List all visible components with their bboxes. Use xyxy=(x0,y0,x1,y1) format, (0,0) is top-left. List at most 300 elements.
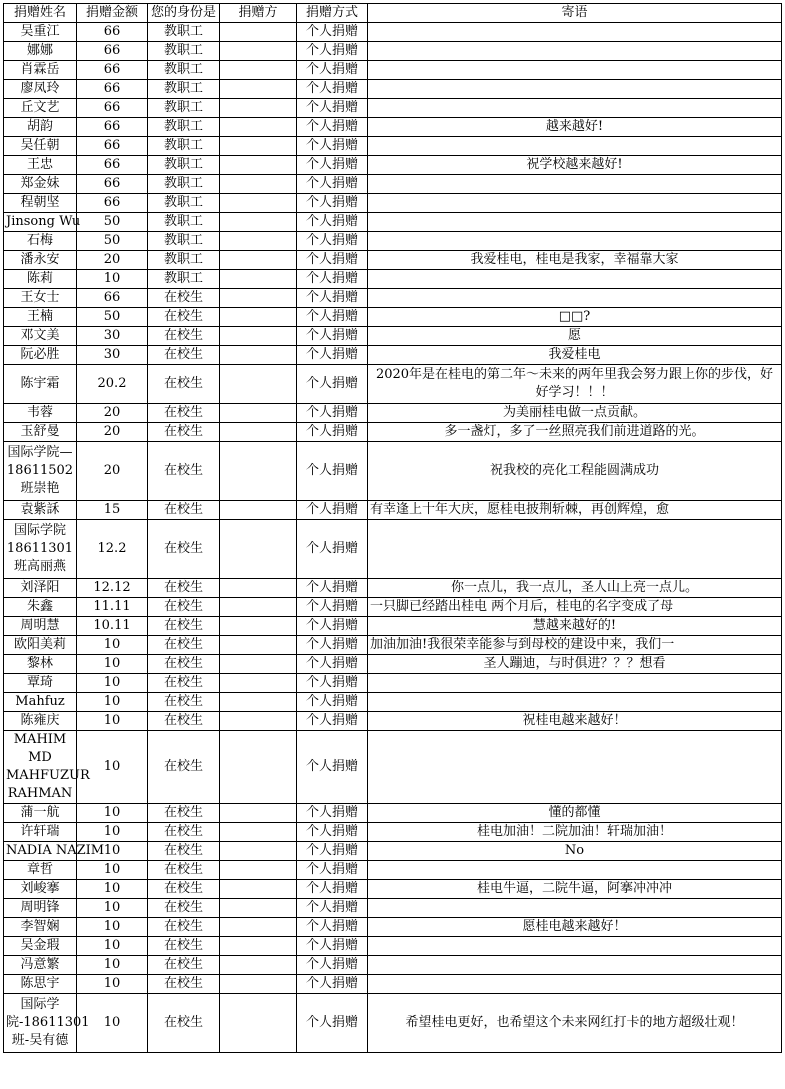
header-amount: 捐赠金额 xyxy=(77,4,148,23)
cell-donor xyxy=(220,404,297,423)
cell-method: 个人捐赠 xyxy=(297,975,368,994)
cell-identity: 在校生 xyxy=(148,918,220,937)
cell-amount: 12.2 xyxy=(77,520,148,579)
cell-amount: 66 xyxy=(77,80,148,99)
cell-message: 慧越来越好的! xyxy=(368,617,782,636)
cell-donor xyxy=(220,994,297,1053)
cell-donor xyxy=(220,213,297,232)
cell-amount: 66 xyxy=(77,61,148,80)
cell-message xyxy=(368,137,782,156)
cell-donor xyxy=(220,194,297,213)
cell-identity: 在校生 xyxy=(148,674,220,693)
cell-message: 祝桂电越来越好！ xyxy=(368,712,782,731)
cell-amount: 10 xyxy=(77,712,148,731)
cell-message xyxy=(368,861,782,880)
header-identity: 您的身份是 xyxy=(148,4,220,23)
cell-donor xyxy=(220,956,297,975)
cell-method: 个人捐赠 xyxy=(297,712,368,731)
table-row xyxy=(4,842,782,861)
cell-method: 个人捐赠 xyxy=(297,423,368,442)
cell-message: 你一点儿，我一点儿，圣人山上亮一点儿。 xyxy=(368,579,782,598)
cell-amount: 66 xyxy=(77,23,148,42)
cell-donor xyxy=(220,118,297,137)
cell-method: 个人捐赠 xyxy=(297,156,368,175)
cell-identity: 在校生 xyxy=(148,975,220,994)
cell-amount: 50 xyxy=(77,232,148,251)
cell-message: 愿 xyxy=(368,327,782,346)
cell-method: 个人捐赠 xyxy=(297,118,368,137)
cell-message xyxy=(368,956,782,975)
cell-donor xyxy=(220,880,297,899)
cell-donor xyxy=(220,23,297,42)
cell-identity: 教职工 xyxy=(148,156,220,175)
cell-name: 吴任朝 xyxy=(4,137,77,156)
cell-identity: 在校生 xyxy=(148,899,220,918)
cell-identity: 教职工 xyxy=(148,80,220,99)
cell-amount: 10 xyxy=(77,674,148,693)
table-row xyxy=(4,598,782,617)
table-row xyxy=(4,823,782,842)
cell-donor xyxy=(220,617,297,636)
cell-name: 肖霖岳 xyxy=(4,61,77,80)
cell-method: 个人捐赠 xyxy=(297,520,368,579)
cell-message xyxy=(368,213,782,232)
cell-method: 个人捐赠 xyxy=(297,308,368,327)
cell-amount: 20.2 xyxy=(77,365,148,404)
cell-identity: 在校生 xyxy=(148,842,220,861)
cell-amount: 66 xyxy=(77,137,148,156)
cell-amount: 10 xyxy=(77,823,148,842)
cell-name: 陈莉 xyxy=(4,270,77,289)
cell-name: 刘峻搴 xyxy=(4,880,77,899)
cell-method: 个人捐赠 xyxy=(297,655,368,674)
cell-method: 个人捐赠 xyxy=(297,270,368,289)
cell-identity: 在校生 xyxy=(148,442,220,501)
cell-name: 黎林 xyxy=(4,655,77,674)
cell-amount: 10 xyxy=(77,842,148,861)
cell-amount: 10 xyxy=(77,270,148,289)
table-row xyxy=(4,918,782,937)
cell-name: 王忠 xyxy=(4,156,77,175)
cell-donor xyxy=(220,823,297,842)
cell-donor xyxy=(220,251,297,270)
cell-amount: 10 xyxy=(77,918,148,937)
cell-message xyxy=(368,899,782,918)
cell-message: □□? xyxy=(368,308,782,327)
cell-name: 邓文美 xyxy=(4,327,77,346)
cell-donor xyxy=(220,899,297,918)
cell-amount: 20 xyxy=(77,442,148,501)
cell-message xyxy=(368,175,782,194)
table-row xyxy=(4,194,782,213)
cell-name: MAHIM MD MAHFUZUR RAHMAN xyxy=(4,731,77,804)
cell-message: 桂电牛逼，二院牛逼，阿搴冲冲冲 xyxy=(368,880,782,899)
cell-name: 程朝坚 xyxy=(4,194,77,213)
cell-name: 周明慧 xyxy=(4,617,77,636)
cell-method: 个人捐赠 xyxy=(297,175,368,194)
cell-message: 为美丽桂电做一点贡献。 xyxy=(368,404,782,423)
cell-method: 个人捐赠 xyxy=(297,693,368,712)
cell-method: 个人捐赠 xyxy=(297,636,368,655)
cell-donor xyxy=(220,579,297,598)
cell-name: 丘文艺 xyxy=(4,99,77,118)
cell-identity: 教职工 xyxy=(148,251,220,270)
cell-method: 个人捐赠 xyxy=(297,956,368,975)
cell-name: 吴重江 xyxy=(4,23,77,42)
table-row xyxy=(4,270,782,289)
table-row xyxy=(4,175,782,194)
cell-donor xyxy=(220,289,297,308)
cell-name: 陈雍庆 xyxy=(4,712,77,731)
cell-donor xyxy=(220,501,297,520)
header-donor: 捐赠方 xyxy=(220,4,297,23)
table-row xyxy=(4,442,782,501)
cell-name: 国际学院18611301班高丽燕 xyxy=(4,520,77,579)
table-row xyxy=(4,712,782,731)
cell-amount: 10 xyxy=(77,636,148,655)
cell-amount: 66 xyxy=(77,118,148,137)
header-method: 捐赠方式 xyxy=(297,4,368,23)
table-row xyxy=(4,251,782,270)
cell-message xyxy=(368,731,782,804)
cell-message xyxy=(368,270,782,289)
cell-donor xyxy=(220,61,297,80)
cell-amount: 10 xyxy=(77,655,148,674)
cell-amount: 10 xyxy=(77,937,148,956)
cell-method: 个人捐赠 xyxy=(297,346,368,365)
cell-message: 越来越好! xyxy=(368,118,782,137)
cell-message: 2020年是在桂电的第二年～未来的两年里我会努力跟上你的步伐，好好学习！！！ xyxy=(368,365,782,404)
cell-name: 欧阳美莉 xyxy=(4,636,77,655)
table-row xyxy=(4,804,782,823)
cell-donor xyxy=(220,270,297,289)
cell-message: 希望桂电更好，也希望这个未来网红打卡的地方超级壮观！ xyxy=(368,994,782,1053)
cell-method: 个人捐赠 xyxy=(297,823,368,842)
table-row xyxy=(4,655,782,674)
cell-message xyxy=(368,99,782,118)
cell-name: 郑金妹 xyxy=(4,175,77,194)
cell-identity: 教职工 xyxy=(148,270,220,289)
cell-amount: 12.12 xyxy=(77,579,148,598)
cell-message: 有幸逢上十年大庆，愿桂电披荆斩棘，再创辉煌，愈 xyxy=(368,501,782,520)
cell-amount: 20 xyxy=(77,423,148,442)
cell-identity: 在校生 xyxy=(148,423,220,442)
table-row xyxy=(4,137,782,156)
cell-identity: 在校生 xyxy=(148,880,220,899)
cell-message xyxy=(368,80,782,99)
cell-name: 周明锋 xyxy=(4,899,77,918)
cell-donor xyxy=(220,232,297,251)
table-row xyxy=(4,693,782,712)
table-row xyxy=(4,956,782,975)
cell-amount: 30 xyxy=(77,346,148,365)
cell-amount: 15 xyxy=(77,501,148,520)
cell-name: 廖凤玲 xyxy=(4,80,77,99)
cell-name: 袁紫訸 xyxy=(4,501,77,520)
cell-identity: 教职工 xyxy=(148,232,220,251)
cell-identity: 在校生 xyxy=(148,501,220,520)
cell-donor xyxy=(220,423,297,442)
cell-identity: 在校生 xyxy=(148,365,220,404)
table-row xyxy=(4,80,782,99)
table-row xyxy=(4,42,782,61)
table-body xyxy=(4,23,782,1053)
cell-message xyxy=(368,975,782,994)
cell-amount: 66 xyxy=(77,175,148,194)
cell-message: 多一盏灯，多了一丝照亮我们前进道路的光。 xyxy=(368,423,782,442)
cell-identity: 在校生 xyxy=(148,346,220,365)
cell-identity: 教职工 xyxy=(148,118,220,137)
cell-message: 桂电加油！二院加油！轩瑞加油！ xyxy=(368,823,782,842)
table-row xyxy=(4,213,782,232)
cell-method: 个人捐赠 xyxy=(297,899,368,918)
cell-donor xyxy=(220,42,297,61)
table-row xyxy=(4,579,782,598)
cell-amount: 10 xyxy=(77,731,148,804)
cell-donor xyxy=(220,598,297,617)
cell-amount: 66 xyxy=(77,289,148,308)
cell-method: 个人捐赠 xyxy=(297,842,368,861)
cell-name: 章哲 xyxy=(4,861,77,880)
cell-donor xyxy=(220,175,297,194)
cell-name: 李智娴 xyxy=(4,918,77,937)
table-row xyxy=(4,118,782,137)
table-row xyxy=(4,423,782,442)
cell-method: 个人捐赠 xyxy=(297,598,368,617)
cell-name: NADIA NAZIM xyxy=(4,842,77,861)
cell-donor xyxy=(220,442,297,501)
table-row xyxy=(4,99,782,118)
header-name: 捐赠姓名 xyxy=(4,4,77,23)
cell-message: 我爱桂电，桂电是我家，幸福靠大家 xyxy=(368,251,782,270)
table-row xyxy=(4,899,782,918)
cell-donor xyxy=(220,520,297,579)
cell-name: 朱鑫 xyxy=(4,598,77,617)
table-row xyxy=(4,636,782,655)
cell-method: 个人捐赠 xyxy=(297,861,368,880)
cell-identity: 在校生 xyxy=(148,636,220,655)
cell-amount: 11.11 xyxy=(77,598,148,617)
cell-name: 陈思宇 xyxy=(4,975,77,994)
cell-name: 陈宇霜 xyxy=(4,365,77,404)
cell-identity: 在校生 xyxy=(148,327,220,346)
cell-message xyxy=(368,23,782,42)
cell-identity: 在校生 xyxy=(148,731,220,804)
cell-identity: 在校生 xyxy=(148,937,220,956)
cell-name: 王楠 xyxy=(4,308,77,327)
cell-identity: 在校生 xyxy=(148,712,220,731)
cell-donor xyxy=(220,975,297,994)
cell-identity: 在校生 xyxy=(148,308,220,327)
cell-message xyxy=(368,61,782,80)
table-row xyxy=(4,346,782,365)
cell-name: Jinsong Wu xyxy=(4,213,77,232)
table-row xyxy=(4,937,782,956)
cell-donor xyxy=(220,842,297,861)
cell-donor xyxy=(220,712,297,731)
cell-method: 个人捐赠 xyxy=(297,617,368,636)
cell-donor xyxy=(220,137,297,156)
table-row xyxy=(4,861,782,880)
cell-amount: 10 xyxy=(77,804,148,823)
cell-message: 祝我校的亮化工程能圆满成功 xyxy=(368,442,782,501)
cell-identity: 在校生 xyxy=(148,289,220,308)
cell-donor xyxy=(220,308,297,327)
cell-identity: 教职工 xyxy=(148,213,220,232)
cell-name: 石梅 xyxy=(4,232,77,251)
cell-identity: 在校生 xyxy=(148,655,220,674)
cell-amount: 10 xyxy=(77,899,148,918)
cell-name: 蒲一航 xyxy=(4,804,77,823)
cell-donor xyxy=(220,655,297,674)
cell-identity: 在校生 xyxy=(148,598,220,617)
cell-amount: 10 xyxy=(77,994,148,1053)
cell-amount: 10 xyxy=(77,956,148,975)
cell-identity: 教职工 xyxy=(148,99,220,118)
cell-donor xyxy=(220,636,297,655)
cell-name: Mahfuz xyxy=(4,693,77,712)
table-row xyxy=(4,327,782,346)
cell-method: 个人捐赠 xyxy=(297,99,368,118)
cell-method: 个人捐赠 xyxy=(297,674,368,693)
cell-name: 韦蓉 xyxy=(4,404,77,423)
cell-message: 祝学校越来越好! xyxy=(368,156,782,175)
cell-identity: 在校生 xyxy=(148,956,220,975)
cell-identity: 在校生 xyxy=(148,693,220,712)
header-row xyxy=(4,4,782,23)
cell-method: 个人捐赠 xyxy=(297,404,368,423)
cell-name: 娜娜 xyxy=(4,42,77,61)
cell-method: 个人捐赠 xyxy=(297,804,368,823)
cell-identity: 教职工 xyxy=(148,42,220,61)
cell-method: 个人捐赠 xyxy=(297,937,368,956)
cell-identity: 在校生 xyxy=(148,861,220,880)
cell-method: 个人捐赠 xyxy=(297,880,368,899)
table-row xyxy=(4,994,782,1053)
cell-name: 冯意繁 xyxy=(4,956,77,975)
cell-donor xyxy=(220,156,297,175)
cell-identity: 教职工 xyxy=(148,61,220,80)
cell-donor xyxy=(220,804,297,823)
cell-method: 个人捐赠 xyxy=(297,579,368,598)
cell-name: 国际学院-18611301班-吴有德 xyxy=(4,994,77,1053)
table-row xyxy=(4,674,782,693)
cell-method: 个人捐赠 xyxy=(297,137,368,156)
cell-identity: 教职工 xyxy=(148,194,220,213)
cell-message: 懂的都懂 xyxy=(368,804,782,823)
cell-donor xyxy=(220,327,297,346)
table-row xyxy=(4,731,782,804)
cell-amount: 66 xyxy=(77,156,148,175)
cell-method: 个人捐赠 xyxy=(297,994,368,1053)
table-row xyxy=(4,232,782,251)
cell-name: 玉舒曼 xyxy=(4,423,77,442)
cell-amount: 20 xyxy=(77,251,148,270)
cell-donor xyxy=(220,674,297,693)
cell-message xyxy=(368,937,782,956)
cell-message: 圣人蹦迪，与时俱进？？？想看 xyxy=(368,655,782,674)
cell-method: 个人捐赠 xyxy=(297,213,368,232)
table-row xyxy=(4,156,782,175)
cell-identity: 在校生 xyxy=(148,404,220,423)
cell-message xyxy=(368,232,782,251)
cell-method: 个人捐赠 xyxy=(297,194,368,213)
table-row xyxy=(4,308,782,327)
table-row xyxy=(4,23,782,42)
table-row xyxy=(4,289,782,308)
cell-message: 我爱桂电 xyxy=(368,346,782,365)
table-row xyxy=(4,520,782,579)
cell-name: 潘永安 xyxy=(4,251,77,270)
cell-method: 个人捐赠 xyxy=(297,251,368,270)
table-row xyxy=(4,880,782,899)
cell-donor xyxy=(220,937,297,956)
cell-donor xyxy=(220,693,297,712)
cell-message: No xyxy=(368,842,782,861)
cell-identity: 在校生 xyxy=(148,520,220,579)
cell-message xyxy=(368,674,782,693)
table-row xyxy=(4,975,782,994)
cell-method: 个人捐赠 xyxy=(297,61,368,80)
cell-amount: 30 xyxy=(77,327,148,346)
cell-amount: 10 xyxy=(77,693,148,712)
donation-table xyxy=(3,3,782,1053)
cell-name: 王女士 xyxy=(4,289,77,308)
cell-message: 加油加油!我很荣幸能参与到母校的建设中来，我们一 xyxy=(368,636,782,655)
cell-name: 许轩瑞 xyxy=(4,823,77,842)
cell-donor xyxy=(220,346,297,365)
cell-identity: 教职工 xyxy=(148,23,220,42)
cell-amount: 20 xyxy=(77,404,148,423)
cell-donor xyxy=(220,99,297,118)
cell-identity: 教职工 xyxy=(148,137,220,156)
cell-identity: 在校生 xyxy=(148,823,220,842)
cell-identity: 在校生 xyxy=(148,994,220,1053)
cell-message xyxy=(368,194,782,213)
cell-amount: 50 xyxy=(77,308,148,327)
cell-name: 吴金瑕 xyxy=(4,937,77,956)
table-row xyxy=(4,617,782,636)
cell-method: 个人捐赠 xyxy=(297,365,368,404)
cell-method: 个人捐赠 xyxy=(297,442,368,501)
cell-method: 个人捐赠 xyxy=(297,23,368,42)
cell-donor xyxy=(220,861,297,880)
cell-donor xyxy=(220,731,297,804)
cell-method: 个人捐赠 xyxy=(297,232,368,251)
cell-identity: 在校生 xyxy=(148,579,220,598)
cell-amount: 66 xyxy=(77,194,148,213)
cell-donor xyxy=(220,918,297,937)
table-row xyxy=(4,501,782,520)
cell-name: 胡韵 xyxy=(4,118,77,137)
cell-name: 国际学院—18611502班崇艳 xyxy=(4,442,77,501)
cell-message xyxy=(368,42,782,61)
cell-method: 个人捐赠 xyxy=(297,731,368,804)
cell-amount: 10 xyxy=(77,880,148,899)
cell-message xyxy=(368,520,782,579)
cell-message: 一只脚已经踏出桂电 两个月后，桂电的名字变成了母 xyxy=(368,598,782,617)
cell-method: 个人捐赠 xyxy=(297,501,368,520)
cell-donor xyxy=(220,365,297,404)
cell-amount: 10 xyxy=(77,975,148,994)
header-message: 寄语 xyxy=(368,4,782,23)
table-row xyxy=(4,61,782,80)
cell-name: 覃琦 xyxy=(4,674,77,693)
cell-identity: 在校生 xyxy=(148,804,220,823)
cell-amount: 66 xyxy=(77,42,148,61)
cell-message xyxy=(368,289,782,308)
cell-method: 个人捐赠 xyxy=(297,42,368,61)
